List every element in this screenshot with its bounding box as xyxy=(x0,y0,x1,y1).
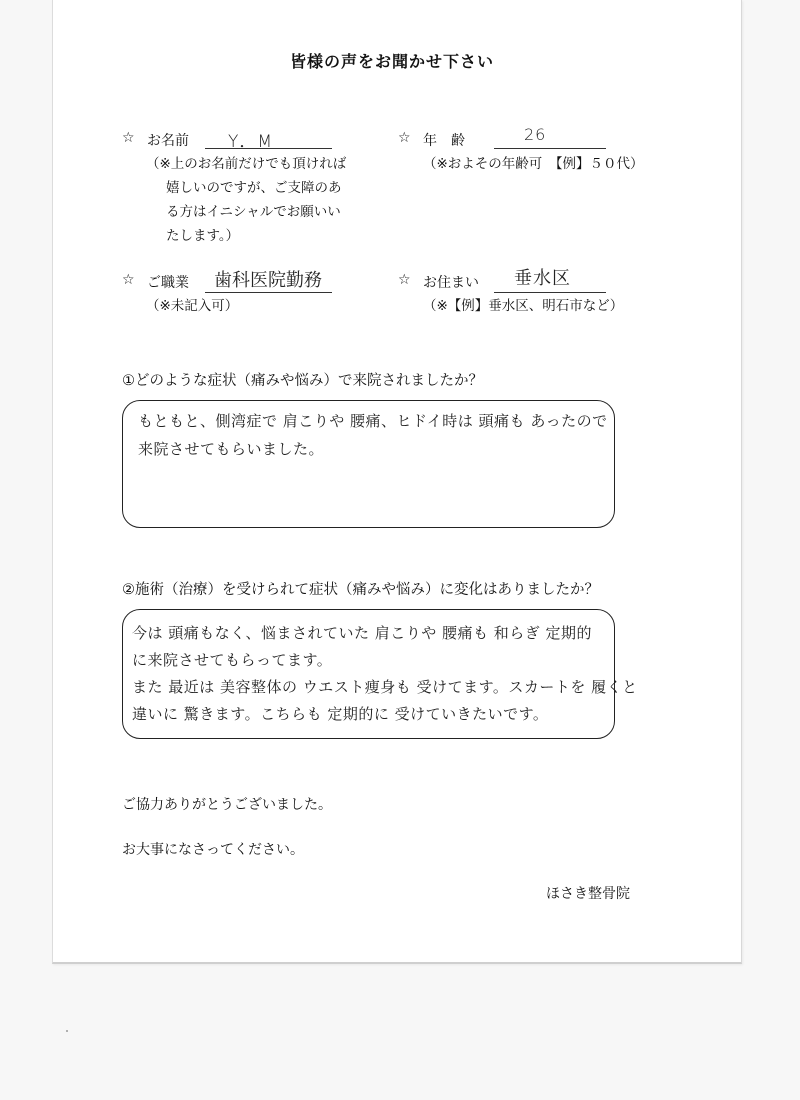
residence-value: 垂水区 xyxy=(514,268,571,289)
occupation-label: ご職業 xyxy=(147,275,189,291)
star-icon: ☆ xyxy=(122,272,135,288)
answer-2-line: また 最近は 美容整体の ウエスト痩身も 受けてます。スカートを 履くと xyxy=(132,678,638,696)
residence-note: （※【例】垂水区、明石市など） xyxy=(423,298,624,314)
name-note-line: 嬉しいのですが、ご支障のあ xyxy=(166,180,342,196)
age-underline xyxy=(494,148,606,149)
question-2: ②施術（治療）を受けられて症状（痛みや悩み）に変化はありましたか？ xyxy=(122,582,599,598)
question-1: ①どのような症状（痛みや悩み）で来院されましたか？ xyxy=(122,373,483,389)
answer-2-line: 今は 頭痛もなく、悩まされていた 肩こりや 腰痛も 和らぎ 定期的 xyxy=(132,624,593,642)
name-note-line: （※上のお名前だけでも頂ければ xyxy=(146,156,347,172)
name-note xyxy=(146,152,346,248)
name-note-line: たします。） xyxy=(166,228,240,244)
star-icon: ☆ xyxy=(398,130,411,146)
survey-title: 皆様の声をお聞かせ下さい xyxy=(290,52,495,71)
name-note-line: る方はイニシャルでお願いい xyxy=(166,204,341,220)
occupation-note: （※未記入可） xyxy=(146,298,239,314)
answer-1-line: 来院させてもらいました。 xyxy=(138,440,325,458)
answer-1-line: もともと、側湾症で 肩こりや 腰痛、ヒドイ時は 頭痛も あったので xyxy=(138,412,608,430)
age-note: （※およその年齢可 【例】５０代） xyxy=(423,156,644,172)
residence-label: お住まい xyxy=(423,275,479,291)
answer-2-line: に来院させてもらってます。 xyxy=(132,651,333,669)
answer-1-text xyxy=(138,410,608,460)
answer-2-line: 違いに 驚きます。こちらも 定期的に 受けていきたいです。 xyxy=(132,705,549,723)
thanks-message: ご協力ありがとうございました。 xyxy=(122,797,332,813)
name-value: Y．M xyxy=(228,132,274,152)
age-label: 年 齢 xyxy=(423,133,465,149)
name-label: お名前 xyxy=(147,133,189,149)
scan-speck xyxy=(66,1030,68,1032)
get-well-message: お大事になさってください。 xyxy=(122,842,304,858)
clinic-name: ほさき整骨院 xyxy=(546,886,630,902)
occupation-value: 歯科医院勤務 xyxy=(214,270,322,291)
residence-underline xyxy=(494,292,606,293)
star-icon: ☆ xyxy=(122,130,135,146)
answer-2-text xyxy=(132,620,638,728)
star-icon: ☆ xyxy=(398,272,411,288)
occupation-underline xyxy=(205,292,332,293)
age-value: 26 xyxy=(524,125,547,144)
